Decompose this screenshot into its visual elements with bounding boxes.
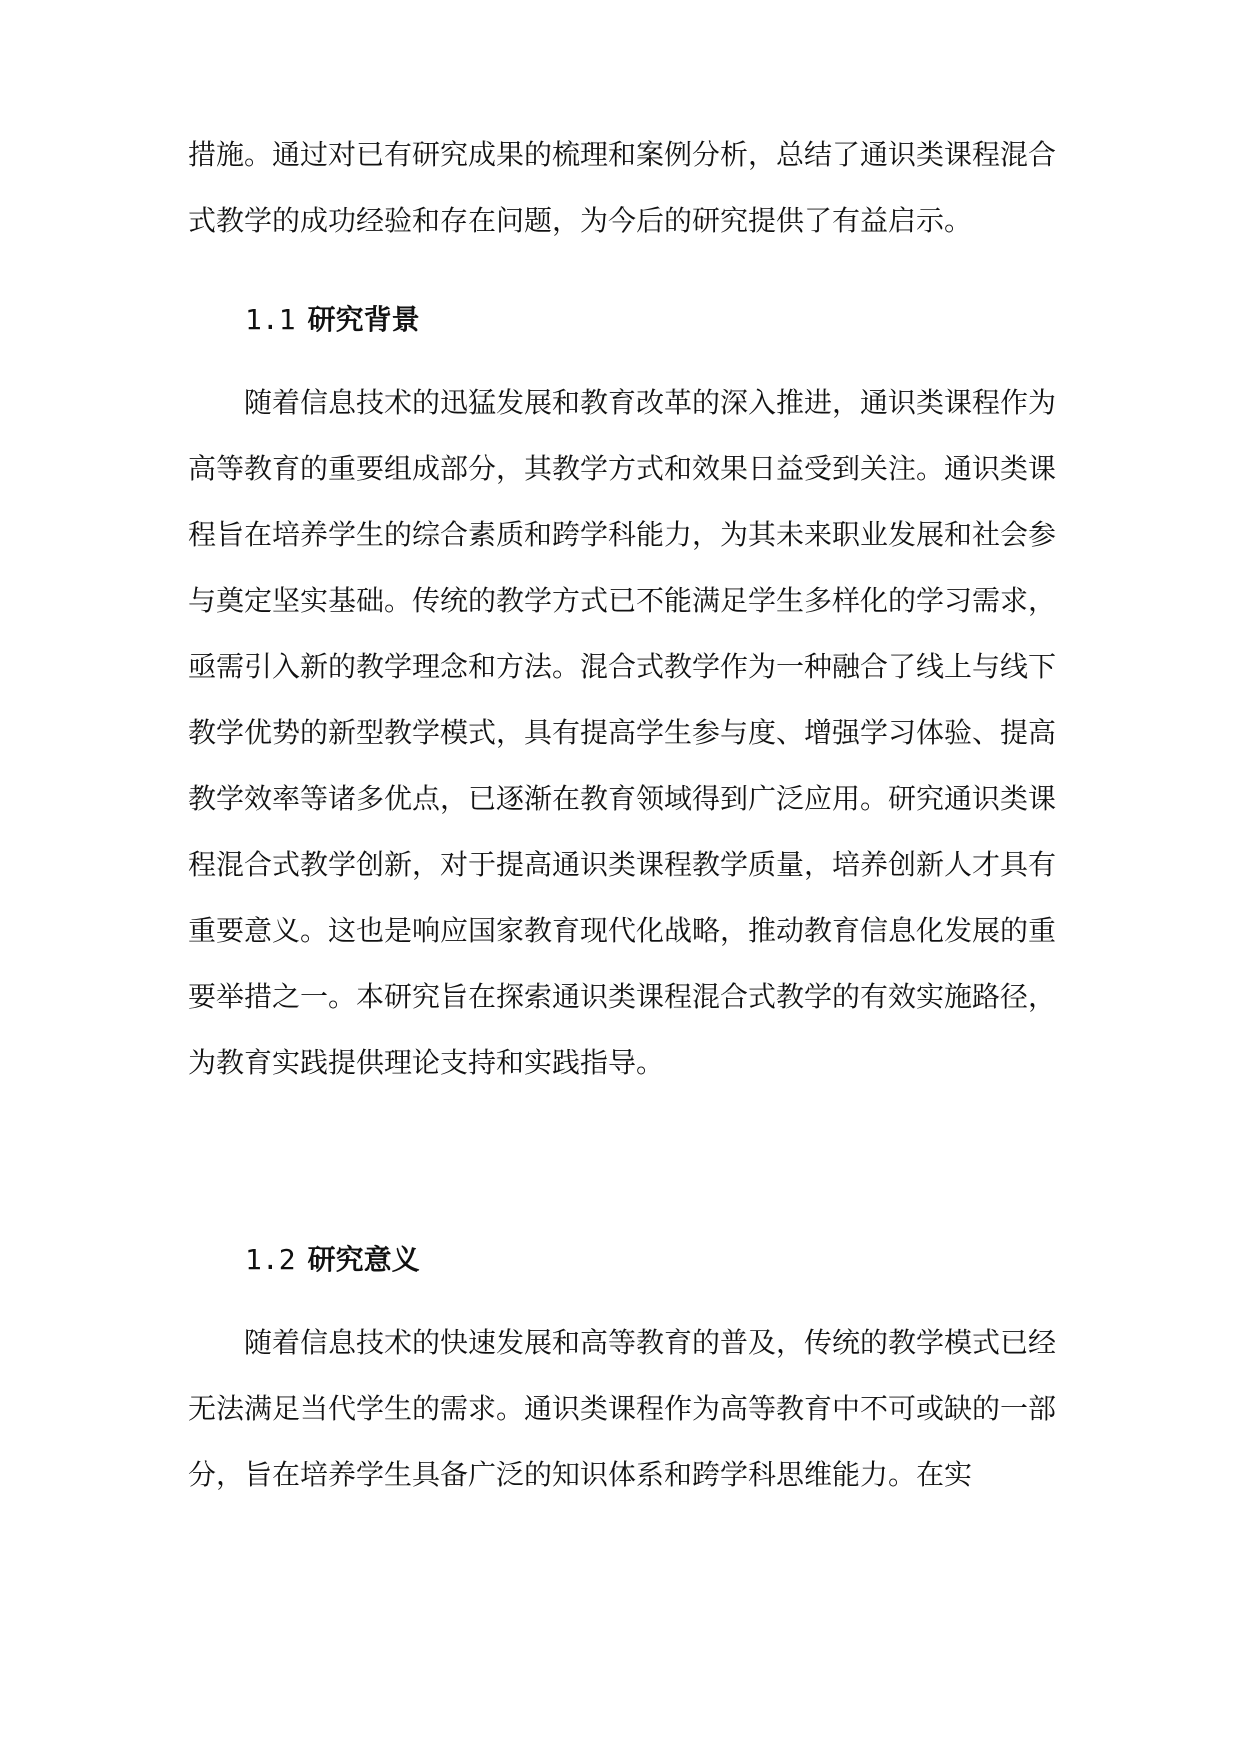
background-paragraph: 随着信息技术的迅猛发展和教育改革的深入推进，通识类课程作为高等教育的重要组成部分，其教学方式和效果日益受到关注。通识类课程旨在培养学生的综合素质和跨学科能力，为其未来职业发展和社会参与奠定坚实基础。传统的教学方式已不能满足学生多样化的学习需求，亟需引入新的教学理念和方法。混合式教学作为一种融合了线上与线下教学优势的新型教学模式，具有提高学生参与度、增强学习体验、提高教学效率等诸多优点，已逐渐在教育领域得到广泛应用。研究通识类课程混合式教学创新，对于提高通识类课程教学质量，培养创新人才具有重要意义。这也是响应国家教育现代化战略，推动教育信息化发展的重要举措之一。本研究旨在探索通识类课程混合式教学的有效实施路径，为教育实践提供理论支持和实践指导。: [188, 386, 1057, 1079]
section-title: 研究意义: [307, 1243, 420, 1276]
section-title: 研究背景: [307, 303, 420, 336]
section-number: 1.2: [245, 1243, 296, 1276]
section-heading-1-2: [245, 1240, 420, 1280]
significance-paragraph: 随着信息技术的快速发展和高等教育的普及，传统的教学模式已经无法满足当代学生的需求。通识类课程作为高等教育中不可或缺的一部分，旨在培养学生具备广泛的知识体系和跨学科思维能力。在实: [188, 1326, 1057, 1491]
intro-paragraph: 措施。通过对已有研究成果的梳理和案例分析，总结了通识类课程混合式教学的成功经验和存在问题，为今后的研究提供了有益启示。: [188, 138, 1057, 237]
section-number: 1.1: [245, 303, 296, 336]
section-heading-1-1: [245, 300, 420, 340]
